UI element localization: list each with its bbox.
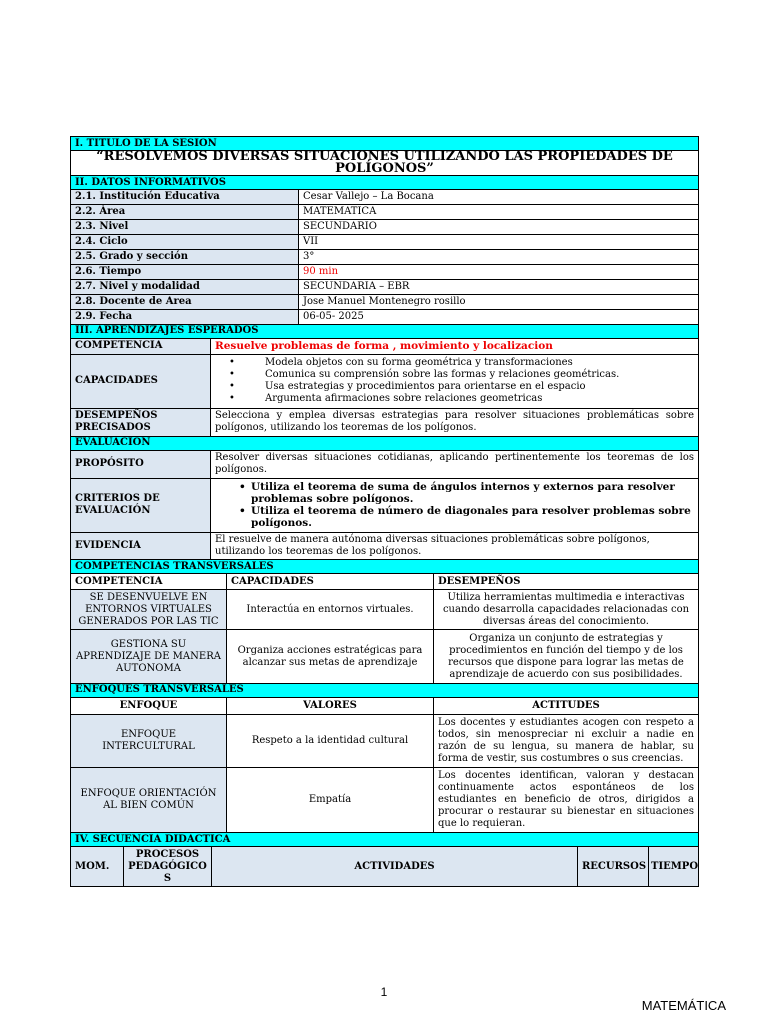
section-heading-transversales: COMPETENCIAS TRANSVERSALES — [71, 560, 699, 574]
datos-label: 2.4. Ciclo — [71, 235, 299, 250]
section-heading-titulo: I. TITULO DE LA SESION — [71, 137, 699, 151]
secuencia-table — [70, 832, 699, 887]
datos-value: Cesar Vallejo – La Bocana — [299, 190, 699, 205]
table-cell: Organiza un conjunto de estrategias y procedimientos en función del tiempo y de los recursos que dispone para lograr las metas de aprendizaje de acuerdo con sus posibilidades. — [434, 630, 699, 684]
proposito-value: Resolver diversas situaciones cotidianas, aplicando pertinentemente los teoremas de los polígonos. — [211, 450, 699, 478]
col-header: ACTITUDES — [434, 697, 699, 714]
list-item: • Argumenta afirmaciones sobre relaciones geometricas — [229, 393, 694, 405]
col-header: RECURSOS — [578, 847, 649, 887]
competencia-value: Resuelve problemas de forma , movimiento y localizacion — [211, 338, 699, 354]
capacidades-label: CAPACIDADES — [71, 354, 211, 408]
datos-value: 06-05- 2025 — [299, 310, 699, 325]
criterios-cell — [211, 478, 699, 532]
table-cell: Interactúa en entornos virtuales. — [227, 590, 434, 630]
table-cell: GESTIONA SU APRENDIZAJE DE MANERA AUTONOMA — [71, 630, 227, 684]
enfoques-table — [70, 683, 699, 834]
col-header: ACTIVIDADES — [212, 847, 578, 887]
table-cell: Organiza acciones estratégicas para alcanzar sus metas de aprendizaje — [227, 630, 434, 684]
evidencia-value: El resuelve de manera autónoma diversas situaciones problemáticas sobre polígonos, utilizando los teoremas de los polígonos. — [211, 532, 699, 560]
section-heading-aprendizajes: III. APRENDIZAJES ESPERADOS — [71, 324, 699, 338]
col-header: VALORES — [227, 697, 434, 714]
section-heading-enfoques: ENFOQUES TRANSVERSALES — [71, 683, 699, 697]
section-heading-datos: II. DATOS INFORMATIVOS — [71, 176, 699, 190]
datos-label: 2.2. Área — [71, 205, 299, 220]
datos-label: 2.7. Nivel y modalidad — [71, 280, 299, 295]
datos-table — [70, 136, 699, 325]
section-heading-secuencia: IV. SECUENCIA DIDACTICA — [71, 833, 699, 847]
desempenos-label: DESEMPEÑOS PRECISADOS — [71, 408, 211, 436]
col-header: DESEMPEÑOS — [434, 574, 699, 590]
col-header: MOM. — [71, 847, 124, 887]
datos-value: 90 min — [299, 265, 699, 280]
session-title: “RESOLVEMOS DIVERSAS SITUACIONES UTILIZANDO LAS PROPIEDADES DE POLÍGONOS” — [71, 151, 699, 176]
datos-value: MATEMATICA — [299, 205, 699, 220]
capacidades-list-cell — [211, 354, 699, 408]
table-cell: Utiliza herramientas multimedia e interactivas cuando desarrolla capacidades relacionadas con diversas áreas del conocimiento. — [434, 590, 699, 630]
section-heading-evaluacion: EVALUACION — [71, 436, 699, 450]
col-header: COMPETENCIA — [71, 574, 227, 590]
list-item: • Modela objetos con su forma geométrica y transformaciones — [229, 357, 694, 369]
datos-label: 2.6. Tiempo — [71, 265, 299, 280]
datos-value: SECUNDARIO — [299, 220, 699, 235]
evidencia-label: EVIDENCIA — [71, 532, 211, 560]
table-cell: Empatía — [227, 767, 434, 833]
datos-label: 2.1. Institución Educativa — [71, 190, 299, 205]
table-cell: Respeto a la identidad cultural — [227, 714, 434, 767]
footer-subject: MATEMÁTICA — [641, 998, 726, 1013]
datos-label: 2.8. Docente de Area — [71, 295, 299, 310]
list-item: • Utiliza el teorema de suma de ángulos internos y externos para resolver problemas sobre polígonos. — [235, 481, 694, 505]
proposito-label: PROPÓSITO — [71, 450, 211, 478]
col-header: CAPACIDADES — [227, 574, 434, 590]
transversales-table — [70, 559, 699, 684]
col-header: PROCESOS PEDAGÓGICO S — [124, 847, 212, 887]
competencia-label: COMPETENCIA — [71, 338, 211, 354]
datos-value: VII — [299, 235, 699, 250]
datos-value: 3° — [299, 250, 699, 265]
desempenos-value: Selecciona y emplea diversas estrategias para resolver situaciones problemáticas sobre polígonos, utilizando los teoremas de los polígonos. — [211, 408, 699, 436]
list-item: • Comunica su comprensión sobre las formas y relaciones geométricas. — [229, 369, 694, 381]
table-cell: Los docentes y estudiantes acogen con respeto a todos, sin menospreciar ni excluir a nadie en razón de su lengua, su manera de hablar, su forma de vestir, sus costumbres o sus creencias. — [434, 714, 699, 767]
table-cell: ENFOQUE INTERCULTURAL — [71, 714, 227, 767]
capacidades-list — [215, 357, 694, 405]
criterios-label: CRITERIOS DE EVALUACIÓN — [71, 478, 211, 532]
list-item: • Utiliza el teorema de número de diagonales para resolver problemas sobre polígonos. — [235, 505, 694, 529]
table-cell: ENFOQUE ORIENTACIÓN AL BIEN COMÚN — [71, 767, 227, 833]
table-cell: Los docentes identifican, valoran y destacan continuamente actos espontáneos de los estudiantes en beneficio de otros, dirigidos a procurar o restaurar su bienestar en situaciones que lo requieran. — [434, 767, 699, 833]
page-number: 1 — [380, 985, 388, 999]
datos-value: Jose Manuel Montenegro rosillo — [299, 295, 699, 310]
aprendizajes-table — [70, 324, 699, 561]
datos-value: SECUNDARIA – EBR — [299, 280, 699, 295]
datos-label: 2.3. Nivel — [71, 220, 299, 235]
datos-label: 2.9. Fecha — [71, 310, 299, 325]
session-document — [70, 136, 698, 887]
col-header: TIEMPO — [649, 847, 699, 887]
table-cell: SE DESENVUELVE EN ENTORNOS VIRTUALES GENERADOS POR LAS TIC — [71, 590, 227, 630]
criterios-list — [215, 481, 694, 529]
list-item: • Usa estrategias y procedimientos para orientarse en el espacio — [229, 381, 694, 393]
datos-label: 2.5. Grado y sección — [71, 250, 299, 265]
col-header: ENFOQUE — [71, 697, 227, 714]
